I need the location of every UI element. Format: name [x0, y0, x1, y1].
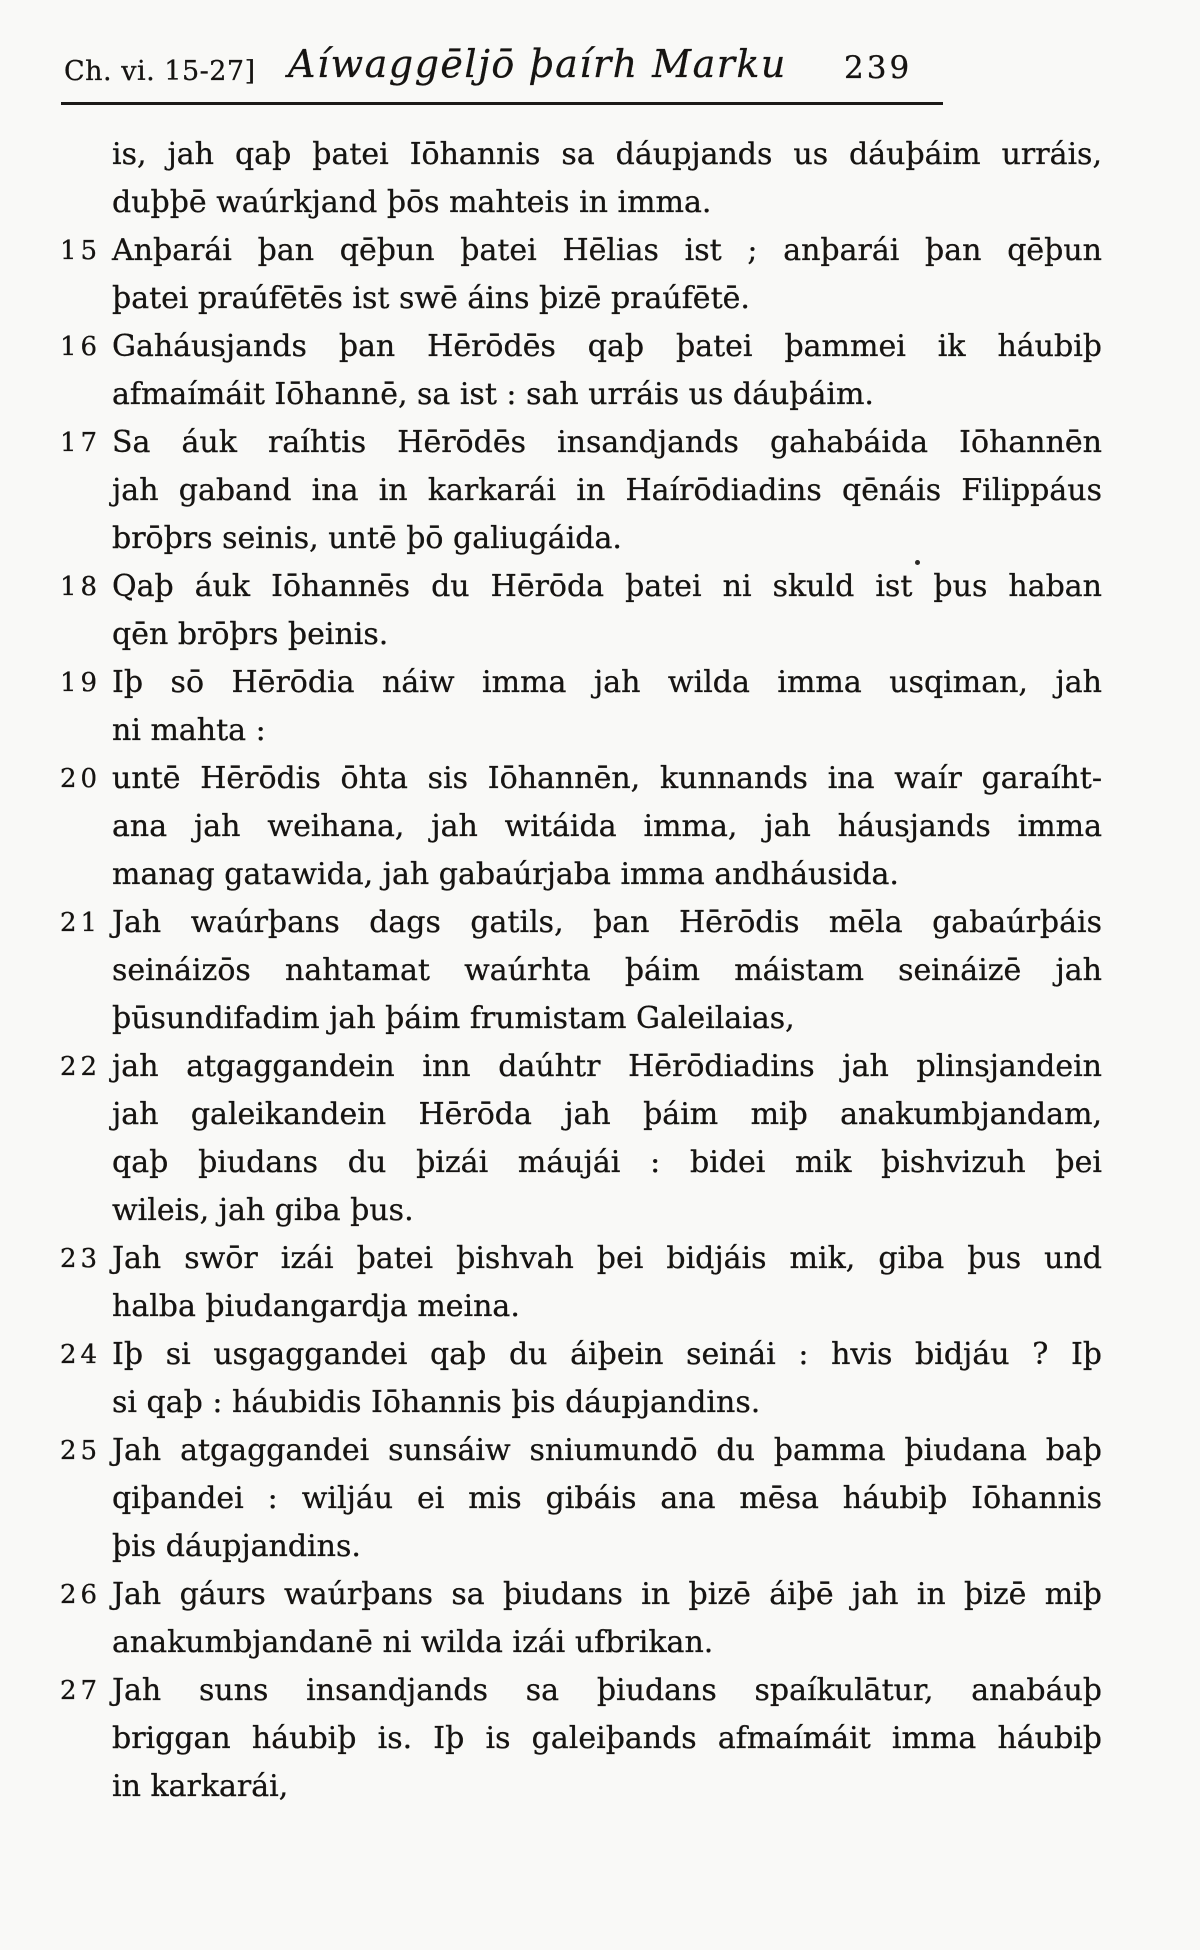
chapter-reference: Ch. vi. 15-27]: [64, 56, 256, 87]
text-line: duþþē waúrkjand þōs mahteis in imma.: [112, 185, 712, 220]
text-line: manag gatawida, jah gabaúrjaba imma andháusida.: [112, 857, 899, 892]
verse: [60, 563, 1102, 659]
verse-number: 24: [60, 1340, 102, 1370]
verse-number: 22: [60, 1052, 102, 1082]
text-line: qaþ þiudans du þizái máujái : bidei mik þishvizuh þei: [112, 1145, 1102, 1180]
text-line: Jah swōr izái þatei þishvah þei bidjáis mik, giba þus und: [112, 1241, 1102, 1276]
text-line: brōþrs seinis, untē þō galiugáida.: [112, 521, 622, 556]
verse: [60, 227, 1102, 323]
text-line: Jah waúrþans dags gatils, þan Hērōdis mēla gabaúrþáis: [112, 905, 1102, 940]
text-line: in karkarái,: [112, 1769, 289, 1804]
text-line: jah galeikandein Hērōda jah þáim miþ anakumbjandam,: [112, 1097, 1102, 1132]
text-line: ana jah weihana, jah witáida imma, jah háusjands imma: [112, 809, 1102, 844]
text-line: Sa áuk raíhtis Hērōdēs insandjands gahabáida Iōhannēn: [112, 425, 1102, 460]
text-line: is, jah qaþ þatei Iōhannis sa dáupjands us dáuþáim urráis,: [112, 137, 1102, 172]
verse-number: 23: [60, 1244, 102, 1274]
verse: [60, 323, 1102, 419]
verse: [60, 1667, 1102, 1811]
text-line: Anþarái þan qēþun þatei Hēlias ist ; anþarái þan qēþun: [112, 233, 1102, 268]
verse: [60, 1571, 1102, 1667]
text-line: þūsundifadim jah þáim frumistam Galeilaias,: [112, 1001, 795, 1036]
verse: [60, 899, 1102, 1043]
verse-number: 21: [60, 908, 102, 938]
verse-number: 16: [60, 332, 102, 362]
verse: [60, 1235, 1102, 1331]
ink-speck: [915, 560, 920, 565]
verse-number: 20: [60, 764, 102, 794]
page-title: Aíwaggēljō þaírh Marku: [288, 42, 787, 86]
verse: [112, 131, 1102, 227]
text-line: halba þiudangardja meina.: [112, 1289, 520, 1324]
verse-number: 19: [60, 668, 102, 698]
text-line: Jah atgaggandei sunsáiw sniumundō du þamma þiudana baþ: [112, 1433, 1102, 1468]
verse: [60, 419, 1102, 563]
scripture-text: [60, 131, 1102, 1811]
text-line: briggan háubiþ is. Iþ is galeiþands afmaímáit imma háubiþ: [112, 1721, 1102, 1756]
verse-number: 18: [60, 572, 102, 602]
text-line: si qaþ : háubidis Iōhannis þis dáupjandins.: [112, 1385, 761, 1420]
text-line: Jah gáurs waúrþans sa þiudans in þizē áiþē jah in þizē miþ: [112, 1577, 1102, 1612]
page-number: 239: [844, 50, 913, 86]
header-rule: [61, 102, 943, 105]
verse-number: 26: [60, 1580, 102, 1610]
verse: [60, 1043, 1102, 1235]
text-line: jah gaband ina in karkarái in Haírōdiadins qēnáis Filippáus: [112, 473, 1102, 508]
text-line: Jah suns insandjands sa þiudans spaíkulātur, anabáuþ: [112, 1673, 1102, 1708]
text-line: Iþ si usgaggandei qaþ du áiþein seinái : hvis bidjáu ? Iþ: [112, 1337, 1102, 1372]
text-line: þis dáupjandins.: [112, 1529, 361, 1564]
text-line: þatei praúfētēs ist swē áins þizē praúfētē.: [112, 281, 750, 316]
verse: [60, 1331, 1102, 1427]
verse-number: 27: [60, 1676, 102, 1706]
text-line: seináizōs nahtamat waúrhta þáim máistam seináizē jah: [112, 953, 1102, 988]
verse: [60, 755, 1102, 899]
verse-number: 17: [60, 428, 102, 458]
text-line: anakumbjandanē ni wilda izái ufbrikan.: [112, 1625, 714, 1660]
text-line: Qaþ áuk Iōhannēs du Hērōda þatei ni skuld ist þus haban: [112, 569, 1102, 604]
text-line: Gaháusjands þan Hērōdēs qaþ þatei þammei ik háubiþ: [112, 329, 1102, 364]
text-line: wileis, jah giba þus.: [112, 1193, 414, 1228]
verse: [60, 659, 1102, 755]
text-line: qēn brōþrs þeinis.: [112, 617, 389, 652]
text-line: afmaímáit Iōhannē, sa ist : sah urráis us dáuþáim.: [112, 377, 874, 412]
text-line: ni mahta :: [112, 713, 266, 748]
text-line: jah atgaggandein inn daúhtr Hērōdiadins jah plinsjandein: [112, 1049, 1102, 1084]
text-line: qiþandei : wiljáu ei mis gibáis ana mēsa háubiþ Iōhannis: [112, 1481, 1102, 1516]
verse: [60, 1427, 1102, 1571]
verse-number: 15: [60, 236, 102, 266]
text-line: untē Hērōdis ōhta sis Iōhannēn, kunnands ina waír garaíht-: [112, 761, 1102, 796]
verse-number: 25: [60, 1436, 102, 1466]
text-line: Iþ sō Hērōdia náiw imma jah wilda imma usqiman, jah: [112, 665, 1102, 700]
